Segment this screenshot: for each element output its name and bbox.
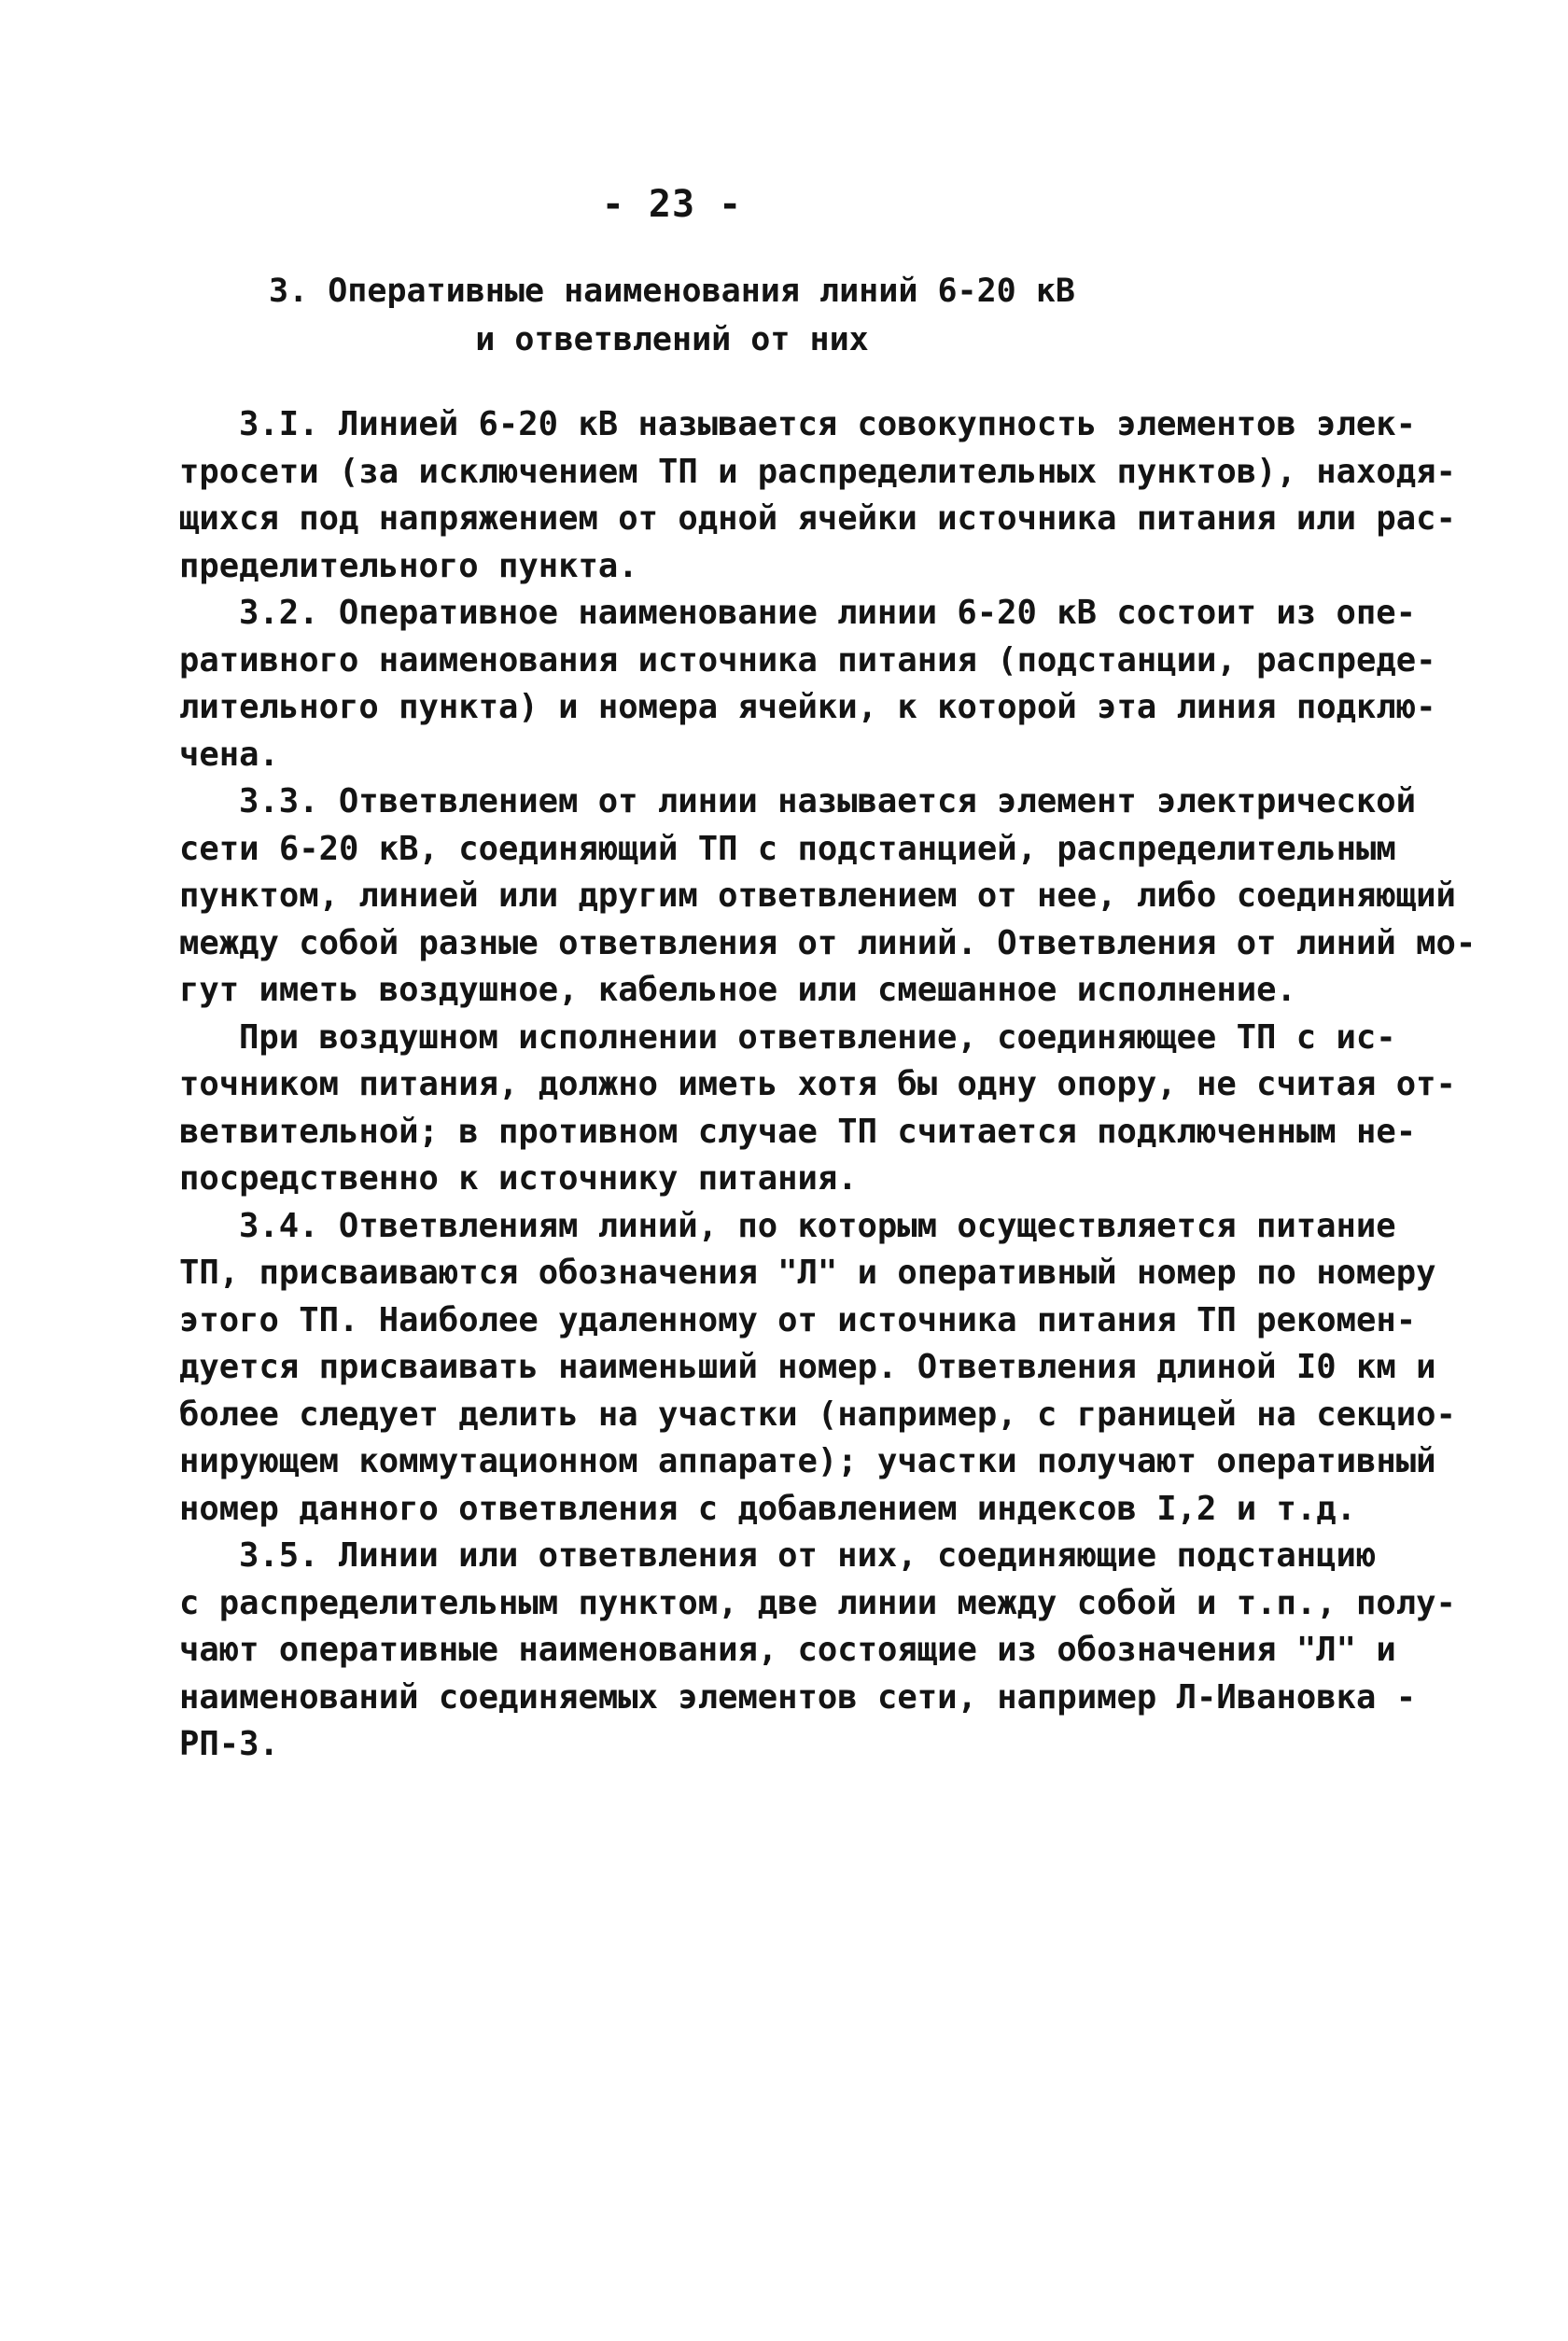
section-heading-line-2: и ответвлений от них xyxy=(475,321,869,358)
body-line: тросети (за исключением ТП и распределительных пунктов), находя- xyxy=(179,452,1456,491)
body-line: 3.3. Ответвлением от линии называется элемент электрической xyxy=(239,782,1416,820)
section-heading-line-1: 3. Оперативные наименования линий 6-20 кВ xyxy=(269,273,1075,310)
page-number: - 23 - xyxy=(601,183,743,226)
body-line: ративного наименования источника питания (подстанции, распреде- xyxy=(179,640,1436,680)
body-line: дуется присваивать наименьший номер. Ответвления длиной I0 км и xyxy=(179,1348,1436,1386)
body-line: точником питания, должно иметь хотя бы одну опору, не считая от- xyxy=(179,1065,1456,1103)
body-line: лительного пункта) и номера ячейки, к которой эта линия подклю- xyxy=(179,688,1436,726)
body-line: 3.2. Оперативное наименование линии 6-20 кВ состоит из опе- xyxy=(239,594,1416,632)
body-line: чают оперативные наименования, состоящие из обозначения "Л" и xyxy=(179,1631,1396,1669)
body-line: ветвительной; в противном случае ТП считается подключенным не- xyxy=(179,1112,1417,1151)
body-line: При воздушном исполнении ответвление, соединяющее ТП с ис- xyxy=(239,1017,1396,1057)
body-line: ТП, присваиваются обозначения "Л" и оперативный номер по номеру xyxy=(179,1254,1436,1292)
body-line: пределительного пункта. xyxy=(179,546,638,585)
body-line: гут иметь воздушное, кабельное или смешанное исполнение. xyxy=(179,971,1296,1009)
body-line: пунктом, линией или другим ответвлением от нее, либо соединяющий xyxy=(179,876,1456,915)
body-line: наименований соединяемых элементов сети, например Л-Ивановка - xyxy=(179,1677,1417,1717)
body-line: 3.I. Линией 6-20 кВ называется совокупность элементов элек- xyxy=(239,405,1416,443)
body-line: посредственно к источнику питания. xyxy=(179,1159,858,1198)
body-line: 3.4. Ответвлениям линий, по которым осуществляется питание xyxy=(239,1206,1396,1245)
body-line: этого ТП. Наиболее удаленному от источника питания ТП рекомен- xyxy=(179,1300,1417,1339)
body-line: чена. xyxy=(179,735,279,774)
body-line: между собой разные ответвления от линий. Ответвления от линий мо- xyxy=(179,923,1477,962)
body-line: 3.5. Линии или ответвления от них, соединяющие подстанцию xyxy=(239,1536,1377,1575)
body-line: номер данного ответвления с добавлением индексов I,2 и т.д. xyxy=(179,1489,1356,1528)
body-line: нирующем коммутационном аппарате); участки получают оперативный xyxy=(179,1442,1436,1480)
body-line: с распределительным пунктом, две линии между собой и т.п., полу- xyxy=(179,1583,1456,1622)
body-line: более следует делить на участки (например, с границей на секцио- xyxy=(179,1395,1456,1434)
body-line: щихся под напряжением от одной ячейки источника питания или рас- xyxy=(179,499,1456,538)
body-line: сети 6-20 кВ, соединяющий ТП с подстанцией, распределительным xyxy=(179,829,1396,868)
body-line: РП-3. xyxy=(179,1725,279,1763)
body-text xyxy=(179,401,1477,1769)
